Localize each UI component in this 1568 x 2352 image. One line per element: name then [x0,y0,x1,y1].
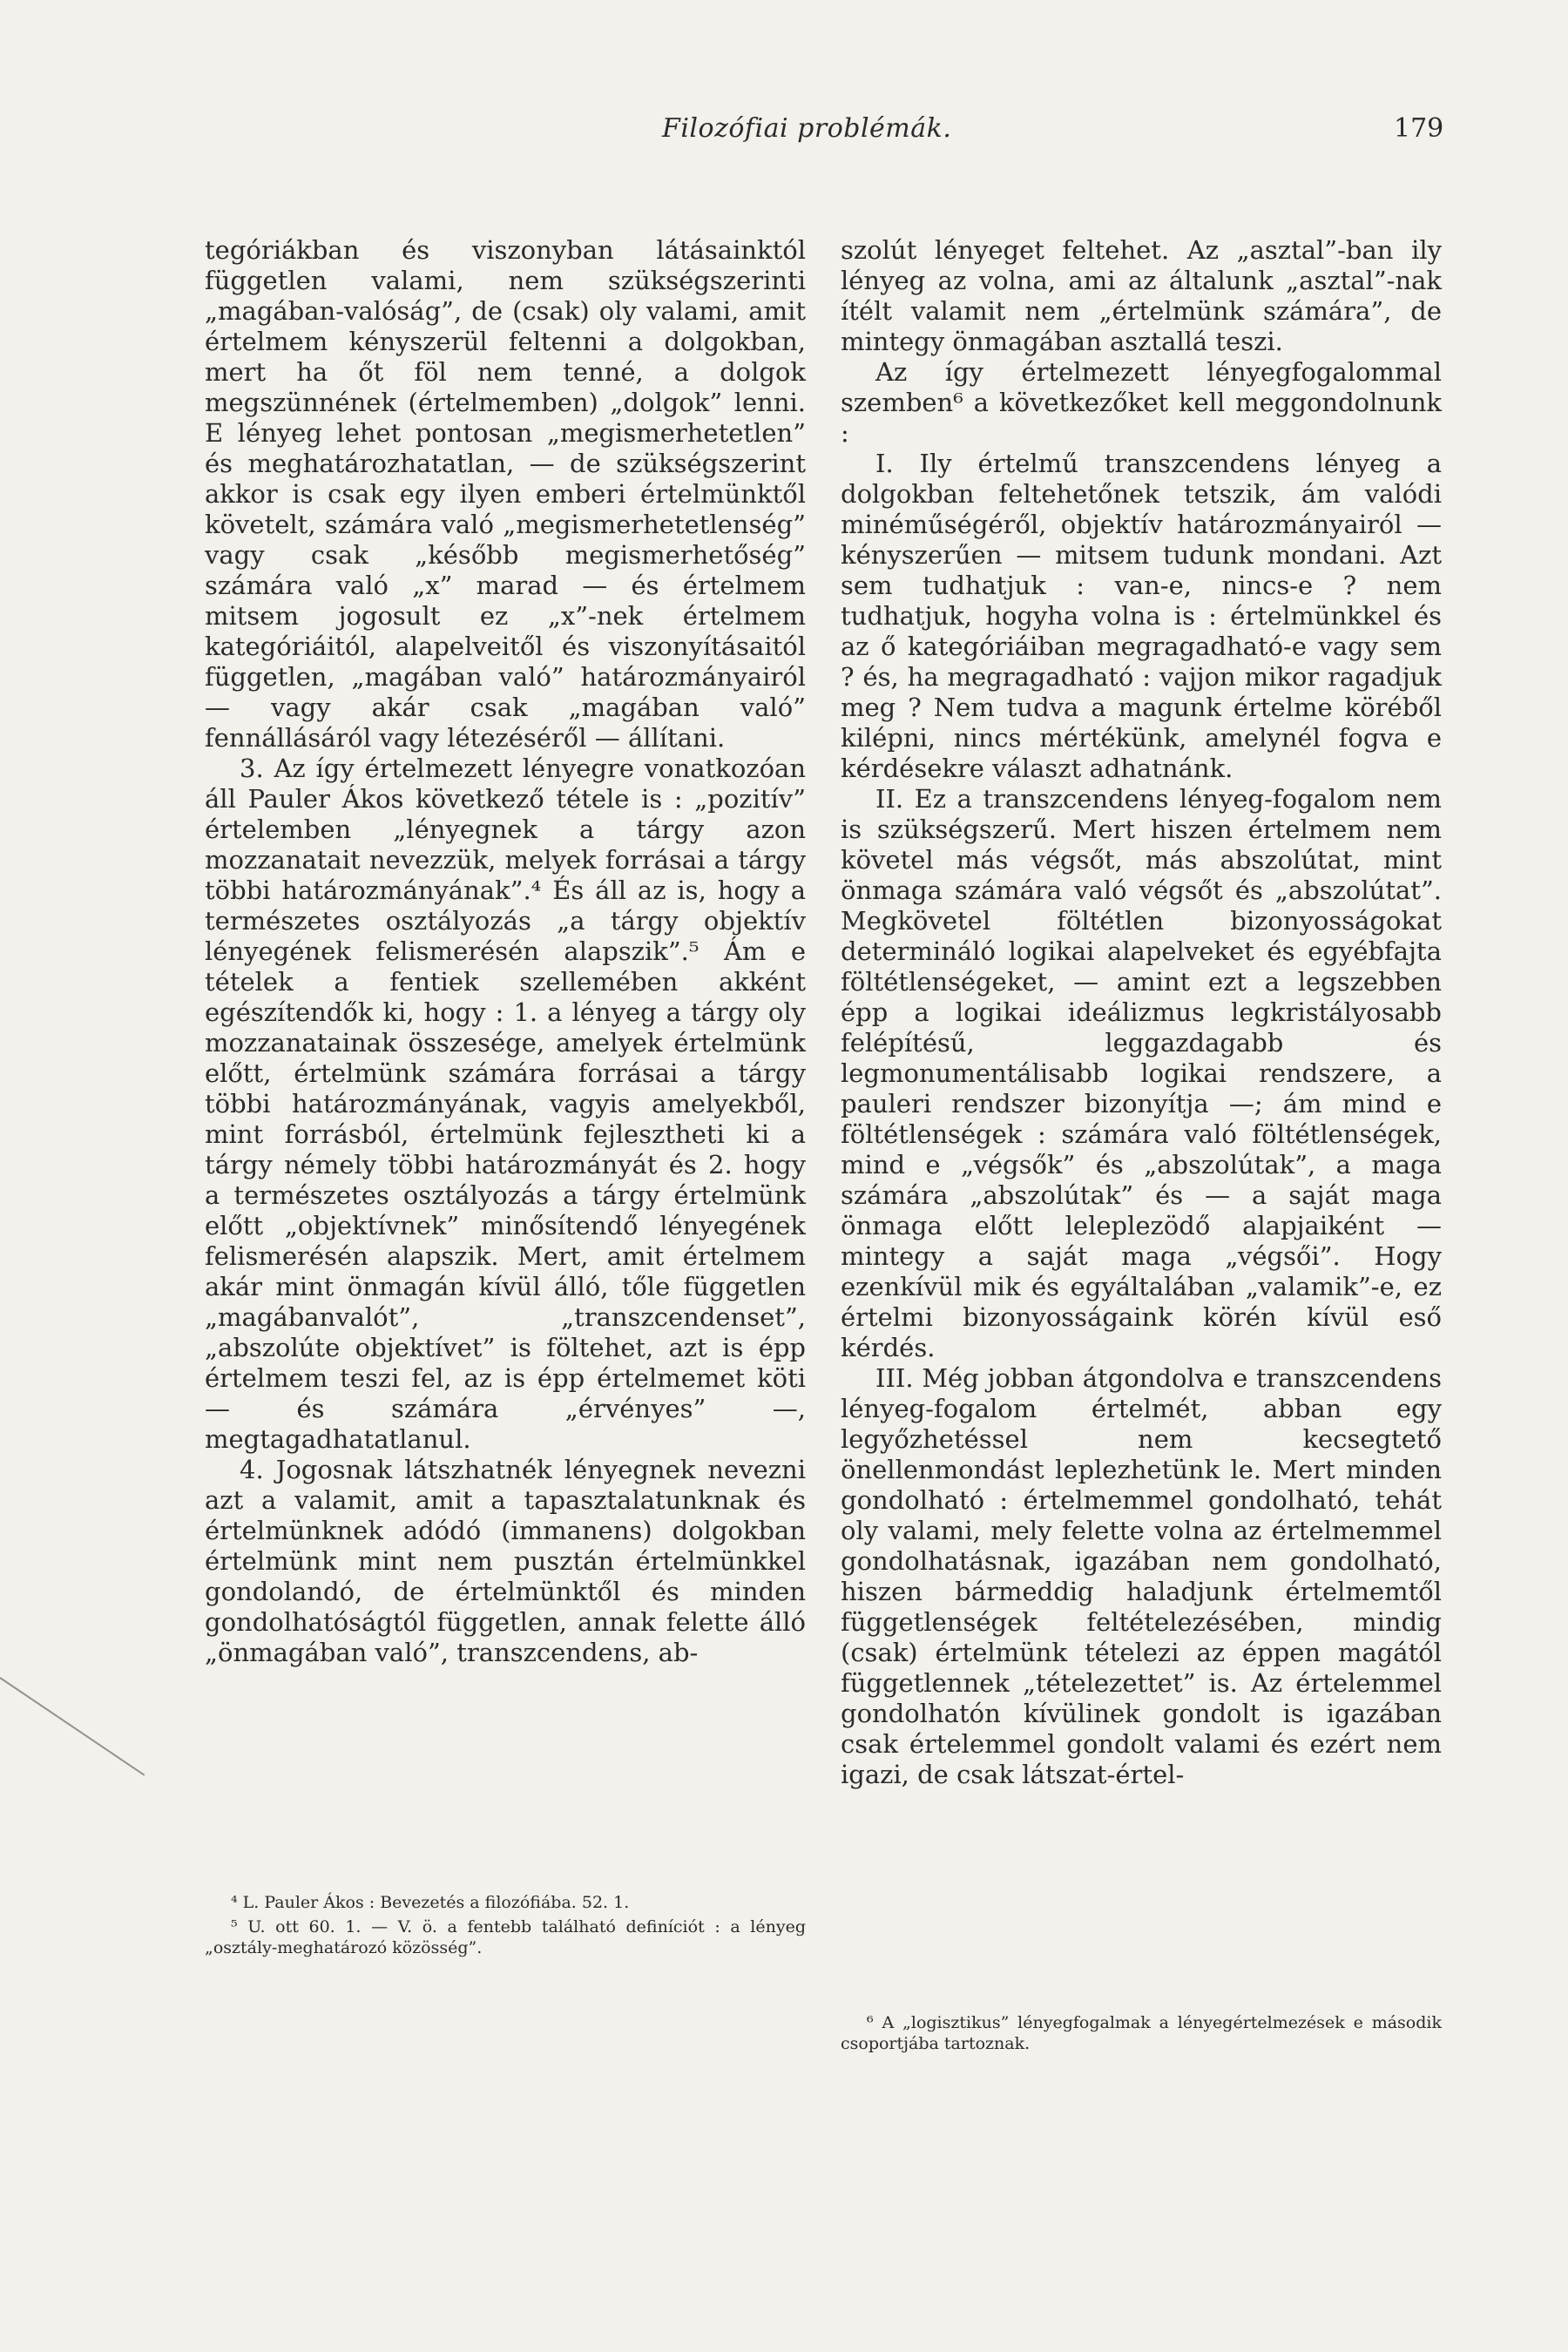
page-number: 179 [1394,113,1444,144]
footnotes-left [205,1892,806,1962]
right-column [841,235,1442,1790]
paragraph: Az így értelmezett lényegfogalommal szemben⁶ a következőket kell meggondolnunk : [841,357,1442,448]
running-title: Filozófiai problémák. [662,113,952,144]
footnote: ⁵ U. ott 60. 1. — V. ö. a fentebb található definíciót : a lényeg „osztály-meghatározó közösség”. [205,1917,806,1957]
paragraph: szolút lényeget feltehet. Az „asztal”-ban ily lényeg az volna, ami az általunk „asztal”-nak ítélt valamit nem „értelmünk számára”, de mintegy önmagában asztallá teszi. [841,235,1442,356]
paragraph: II. Ez a transzcendens lényeg-fogalom nem is szükségszerű. Mert hiszen értelmem nem követel más végsőt, más abszolútat, mint önmaga számára való végsőt és „abszolútat”. Megkövetel föltétlen bizonyosságokat determináló logikai alapelveket és egyébfajta föltétlenségeket, — amint ezt a legszebben épp a logikai ideálizmus legkristályosabb felépítésű, leggazdagabb és legmonumentálisabb logikai rendszere, a pauleri rendszer bizonyítja —; ám mind e föltétlenségek : számára való föltétlenségek, mind e „végsők” és „abszolútak”, a maga számára „abszolútak” és — a saját maga önmaga előtt leleplezödő alapjaiként — mintegy a saját maga „végsői”. Hogy ezenkívül mik és egyáltalában „valamik”-e, ez értelmi bizonyosságaink körén kívül eső kérdés. [841,784,1442,1362]
left-column [205,235,806,1668]
paragraph: III. Még jobban átgondolva e transzcendens lényeg-fogalom értelmét, abban egy legyőzhetéssel nem kecsegtető önellenmondást leplezhetünk le. Mert minden gondolható : értelmemmel gondolható, tehát oly valami, mely felette volna az értelmemmel gondolhatásnak, igazában nem gondolható, hiszen bármeddig haladjunk értelmemtől függetlenségek feltételezésében, mindig (csak) értelmünk tételezi az éppen magától függetlennek „tételezettet” is. Az értelemmel gondolhatón kívülinek gondolt is igazában csak értelemmel gondolt valami és ezért nem igazi, de csak látszat-értel- [841,1363,1442,1789]
paragraph: tegóriákban és viszonyban látásainktól független valami, nem szükségszerinti „magában-valóság”, de (csak) oly valami, amit értelmem kényszerül feltenni a dolgokban, mert ha őt föl nem tenné, a dolgok megszünnének (értelmemben) „dolgok” lenni. E lényeg lehet pontosan „megismerhetetlen” és meghatározhatatlan, — de szükségszerint akkor is csak egy ilyen emberi értelmünktől követelt, számára való „megismerhetetlenség” vagy csak „később megismerhetőség” számára való „x” marad — és értelmem mitsem jogosult ez „x”-nek értelmem kategóriáitól, alapelveitől és viszonyításaitól független, „magában való” határozmányairól — vagy akár csak „magában való” fennállásáról vagy létezéséről — állítani. [205,235,806,753]
footnote: ⁴ L. Pauler Ákos : Bevezetés a filozófiába. 52. 1. [231,1893,630,1912]
paragraph: 3. Az így értelmezett lényegre vonatkozóan áll Pauler Ákos következő tétele is : „pozitív” értelemben „lényegnek a tárgy azon mozzanatait nevezzük, melyek forrásai a tárgy többi határozmányának”.⁴ És áll az is, hogy a természetes osztályozás „a tárgy objektív lényegének felismerésén alapszik”.⁵ Ám e tételek a fentiek szellemében akként egészítendők ki, hogy : 1. a lényeg a tárgy oly mozzanatainak összesége, amelyek értelmünk előtt, értelmünk számára forrásai a tárgy többi határozmányának, vagyis amelyekből, mint forrásból, értelmünk fejlesztheti ki a tárgy némely többi határozmányát és 2. hogy a természetes osztályozás a tárgy értelmünk előtt „objektívnek” minősítendő lényegének felismerésén alapszik. Mert, amit értelmem akár mint önmagán kívül álló, tőle független „magábanvalót”, „transzcendenset”, „abszolúte objektívet” is föltehet, azt is épp értelmem teszi fel, az is épp értelmemet köti — és számára „érvényes” —, megtagadhatatlanul. [205,754,806,1454]
footnotes-right [841,2012,1442,2058]
paragraph: I. Ily értelmű transzcendens lényeg a dolgokban feltehetőnek tetszik, ám valódi minéműségéről, objektív határozmányairól — kényszerűen — mitsem tudunk mondani. Azt sem tudhatjuk : van-e, nincs-e ? nem tudhatjuk, hogyha volna is : értelmünkkel és az ő kategóriáiban megragadható-e vagy sem ? és, ha megragadható : vajjon mikor ragadjuk meg ? Nem tudva a magunk értelme köréből kilépni, nincs mértékünk, amelynél fogva e kérdésekre választ adhatnánk. [841,449,1442,783]
footnote: ⁶ A „logisztikus” lényegfogalmak a lényegértelmezések e második csoportjába tartoznak. [841,2013,1442,2053]
margin-pencil-mark [0,1677,145,1775]
paragraph: 4. Jogosnak látszhatnék lényegnek nevezni azt a valamit, amit a tapasztalatunknak és értelmünknek adódó (immanens) dolgokban értelmünk mint nem pusztán értelmünkkel gondolandó, de értelmünktől és minden gondolhatóságtól független, annak felette álló „önmagában való”, transzcendens, ab- [205,1455,806,1667]
